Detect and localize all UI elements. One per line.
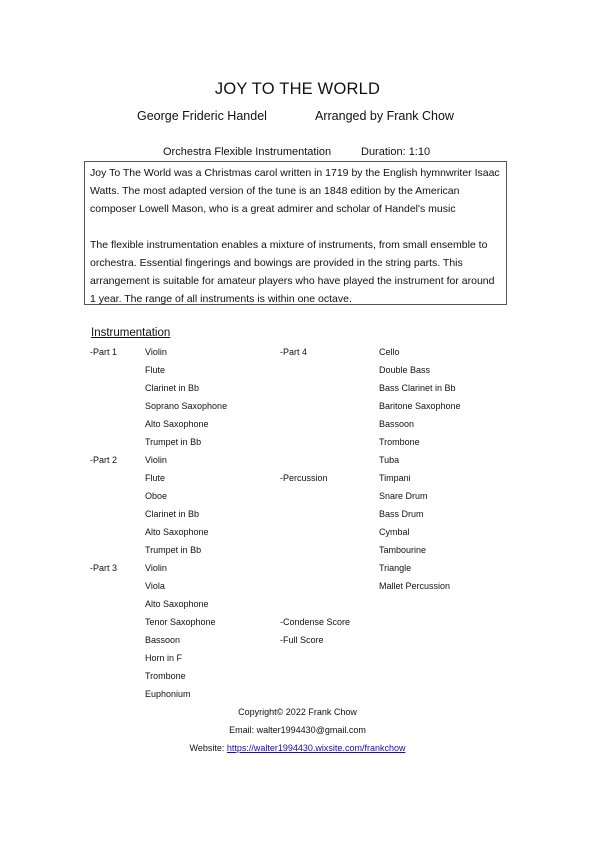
instrument-item: Flute: [145, 473, 166, 483]
instrument-item: Triangle: [379, 563, 412, 573]
instrument-item: Bass Drum: [379, 509, 424, 519]
instrument-item: Alto Saxophone: [145, 527, 209, 537]
copyright-line: Copyright© 2022 Frank Chow: [238, 707, 357, 717]
instrument-item: Violin: [145, 347, 167, 357]
part-label: -Part 1: [90, 347, 118, 357]
instrumentation-type: Orchestra Flexible Instrumentation: [163, 146, 332, 158]
instrument-item: Baritone Saxophone: [379, 401, 461, 411]
instrument-item: Oboe: [145, 491, 168, 501]
page-title: JOY TO THE WORLD: [214, 80, 381, 98]
website-label: Website:: [189, 743, 227, 753]
instrument-item: Trumpet in Bb: [145, 545, 202, 555]
instrument-item: Clarinet in Bb: [145, 509, 200, 519]
email-line: Email: walter1994430@gmail.com: [229, 725, 366, 735]
instrument-item: Timpani: [379, 473, 411, 483]
instrument-item: Alto Saxophone: [145, 599, 209, 609]
instrument-item: Violin: [145, 563, 167, 573]
website-line: [0, 743, 595, 753]
instrument-item: Snare Drum: [379, 491, 428, 501]
part-label: -Part 4: [280, 347, 308, 357]
part-label: -Part 2: [90, 455, 118, 465]
composer-name: George Frideric Handel: [137, 109, 267, 123]
part-label: -Part 3: [90, 563, 118, 573]
instrument-item: Euphonium: [145, 689, 191, 699]
part-label: -Percussion: [280, 473, 328, 483]
instrument-item: Tuba: [379, 455, 400, 465]
description-box: [84, 161, 507, 305]
instrument-item: Flute: [145, 365, 166, 375]
instrument-item: Mallet Percussion: [379, 581, 451, 591]
website-link[interactable]: https://walter1994430.wixsite.com/frankchow: [226, 743, 406, 753]
instrument-item: Tambourine: [379, 545, 427, 555]
instrument-item: Bassoon: [379, 419, 415, 429]
arranger-name: Arranged by Frank Chow: [315, 109, 454, 123]
duration: Duration: 1:10: [361, 146, 431, 158]
instrument-item: Bass Clarinet in Bb: [379, 383, 456, 393]
part-label: -Condense Score: [280, 617, 351, 627]
instrument-item: Clarinet in Bb: [145, 383, 200, 393]
part-label: -Full Score: [280, 635, 324, 645]
instrument-item: Viola: [145, 581, 165, 591]
instrument-item: Cymbal: [379, 527, 410, 537]
instrument-item: Alto Saxophone: [145, 419, 209, 429]
instrument-item: Horn in F: [145, 653, 183, 663]
instrument-item: Tenor Saxophone: [145, 617, 216, 627]
instrument-item: Soprano Saxophone: [145, 401, 228, 411]
instrument-item: Trombone: [145, 671, 186, 681]
instrument-item: Cello: [379, 347, 400, 357]
instrument-item: Violin: [145, 455, 167, 465]
instrument-item: Double Bass: [379, 365, 431, 375]
instrumentation-heading: Instrumentation: [91, 327, 171, 339]
instrument-item: Bassoon: [145, 635, 181, 645]
description-paragraph-1: Joy To The World was a Christmas carol written in 1719 by the English hymnwriter Isaac Watts. The most adapted version of the tune is an 1848 edition by the American composer Lowell Mason, who is a great admirer and scholar of Handel's music: [90, 167, 500, 215]
instrument-item: Trombone: [379, 437, 420, 447]
description-paragraph-2: The flexible instrumentation enables a mixture of instruments, from small ensemble to orchestra. Essential fingerings and bowings are provided in the string parts. This arrangement is suitable for amateur players who have played the instrument for around 1 year. The range of all instruments is within one octave.: [90, 239, 495, 305]
instrument-item: Trumpet in Bb: [145, 437, 202, 447]
